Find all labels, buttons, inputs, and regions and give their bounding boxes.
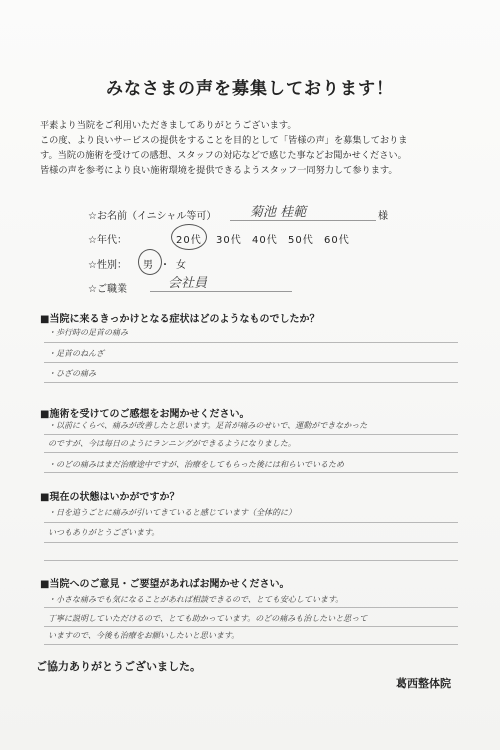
intro-line: す。当院の施術を受けての感想、スタッフの対応などで感じた事などお聞かせください。 xyxy=(40,150,407,161)
closing-message: ご協力ありがとうございました。 xyxy=(36,660,201,673)
answer-rule xyxy=(44,342,458,343)
answer-rule xyxy=(44,472,458,473)
intro-line: 皆様の声を参考により良い施術環境を提供できるようスタッフ一同努力して参ります。 xyxy=(40,165,398,176)
gender-separator: ・ xyxy=(160,260,170,271)
age-option[interactable]: 50代 xyxy=(288,235,314,246)
intro-paragraph xyxy=(40,118,470,178)
answer-rule xyxy=(44,434,458,435)
answer-rule xyxy=(44,542,458,543)
answer-rule xyxy=(44,362,458,363)
question-2: ■施術を受けてのご感想をお聞かせください。 xyxy=(40,409,250,420)
intro-line: 平素より当院をご利用いただきましてありがとうございます。 xyxy=(40,120,297,131)
form-title: みなさまの声を募集しております！ xyxy=(106,79,394,99)
age-option[interactable]: 40代 xyxy=(252,235,278,246)
answer-line: ・小さな痛みでも気になることがあれば相談できるので、とても安心しています。 xyxy=(48,595,344,604)
answer-rule xyxy=(44,644,458,645)
age-label: ☆年代： xyxy=(88,235,127,246)
occupation-value: 会社員 xyxy=(168,276,208,291)
question-1: ■当院に来るきっかけとなる症状はどのようなものでしたか？ xyxy=(40,314,320,325)
clinic-name: 葛西整体院 xyxy=(396,677,451,690)
age-option[interactable]: 30代 xyxy=(216,235,242,246)
occupation-label: ☆ご職業 xyxy=(88,284,127,295)
occupation-underline xyxy=(150,291,292,292)
answer-line: ・ひざの痛み xyxy=(48,369,96,378)
age-option[interactable]: 60代 xyxy=(324,235,350,246)
answer-line: ・日を追うごとに痛みが引いてきていると感じています（全体的に） xyxy=(48,508,296,517)
answer-rule xyxy=(44,607,458,608)
answer-line: 丁寧に説明していただけるので、とても助かっています。のどの痛みも治したいと思って xyxy=(48,614,368,623)
answer-rule xyxy=(44,626,458,627)
name-label: ☆お名前（イニシャル等可） xyxy=(88,211,217,222)
name-value: 菊池 桂範 xyxy=(250,205,307,220)
answer-rule xyxy=(44,382,458,383)
question-4: ■当院へのご意見・ご要望があればお聞かせください。 xyxy=(40,579,290,590)
answer-rule xyxy=(44,560,458,561)
answer-line: のですが、今は毎日のようにランニングができるようになりました。 xyxy=(48,439,296,448)
intro-line: この度、より良いサービスの提供をすることを目的として「皆様の声」を募集しておりま xyxy=(40,135,408,146)
answer-rule xyxy=(44,522,458,523)
answer-line: ・足首のねんざ xyxy=(48,349,104,358)
gender-option-male[interactable]: 男 xyxy=(143,260,153,271)
gender-option-female[interactable]: 女 xyxy=(176,260,186,271)
age-option[interactable]: 20代 xyxy=(176,235,202,246)
answer-line: ・歩行時の足首の痛み xyxy=(48,328,128,337)
question-3: ■現在の状態はいかがですか？ xyxy=(40,492,180,503)
answer-line: ・以前にくらべ、痛みが改善したと思います。足首が痛みのせいで、運動ができなかった xyxy=(48,421,368,430)
name-underline xyxy=(230,220,376,221)
gender-label: ☆性別： xyxy=(88,260,127,271)
answer-line: いつもありがとうございます。 xyxy=(48,528,160,537)
answer-line: ・のどの痛みはまだ治療途中ですが、治療をしてもらった後には和らいでいるため xyxy=(48,460,344,469)
answer-rule xyxy=(44,452,458,453)
answer-line: いますので、今後も治療をお願いしたいと思います。 xyxy=(48,631,240,640)
name-suffix: 様 xyxy=(378,211,388,222)
